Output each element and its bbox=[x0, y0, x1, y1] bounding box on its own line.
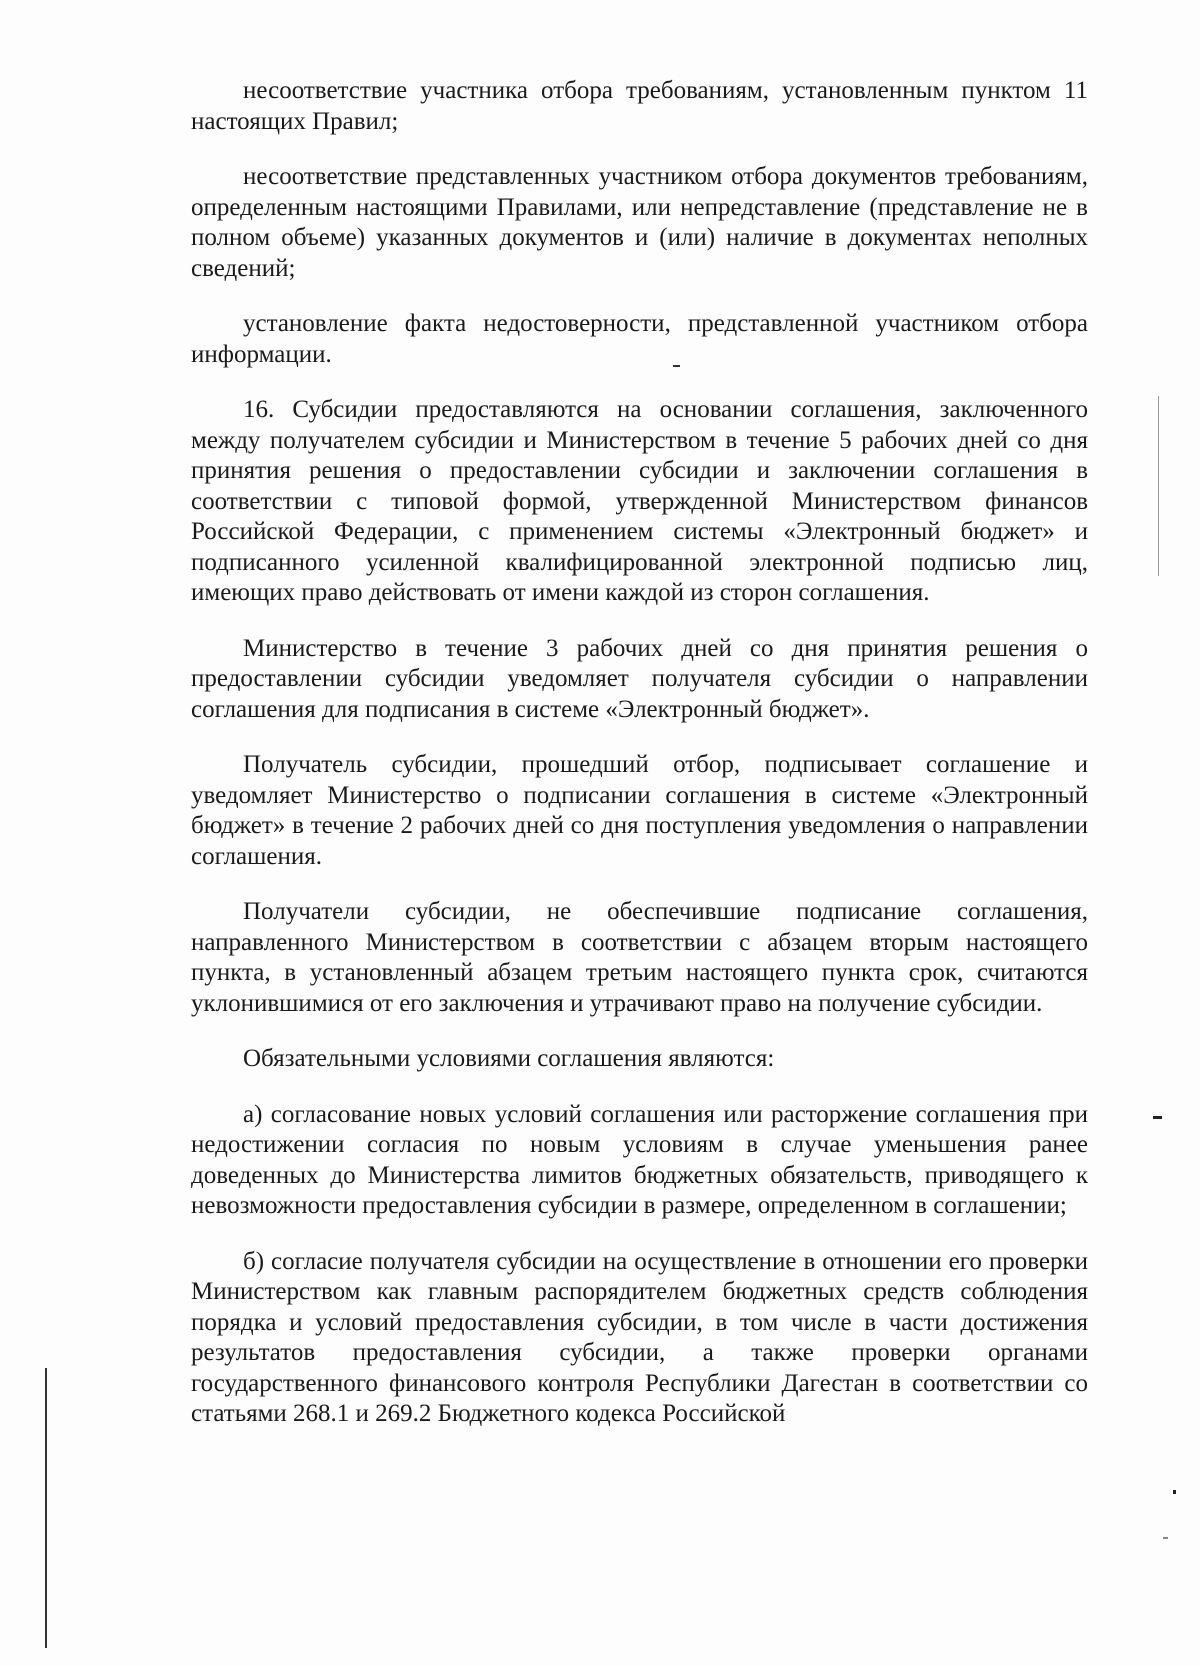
scan-artifact-right-line bbox=[1158, 396, 1159, 576]
paragraph-5: Министерство в течение 3 рабочих дней со дня принятия решения о предоставлении субсидии уведомляет получателя субсидии о направлении соглашения для подписания в системе «Электронный бюджет». bbox=[191, 634, 1088, 723]
paragraph-10: б) согласие получателя субсидии на осуществление в отношении его проверки Министерством как главным распорядителем бюджетных средств соблюдения порядка и условий предоставления субсидии, в том числе в части достижения результатов предоставления субсидии, а также проверки органами государственного финансового контроля Республики Дагестан в соответствии со статьями 268.1 и 269.2 Бюджетного кодекса Российской bbox=[191, 1247, 1088, 1427]
paragraph-6: Получатель субсидии, прошедший отбор, подписывает соглашение и уведомляет Министерство о подписании соглашения в системе «Электронный бюджет» в течение 2 рабочих дней со дня поступления уведомления о направлении соглашения. bbox=[191, 751, 1088, 870]
scan-artifact-dot bbox=[1173, 1490, 1176, 1494]
scan-artifact-dash bbox=[1153, 1116, 1162, 1119]
paragraph-1: несоответствие участника отбора требованиям, установленным пунктом 11 настоящих Правил; bbox=[191, 77, 1088, 135]
scan-artifact-dot bbox=[1163, 1537, 1168, 1539]
scan-artifact-left-line bbox=[45, 1368, 47, 1648]
paragraph-2: несоответствие представленных участником отбора документов требованиям, определенным настоящими Правилами, или непредставление (представление не в полном объеме) указанных документов и (или) наличие в документах неполных сведений; bbox=[191, 163, 1088, 282]
paragraph-9: а) согласование новых условий соглашения или расторжение соглашения при недостижении согласия по новым условиям в случае уменьшения ранее доведенных до Министерства лимитов бюджетных обязательств, приводящего к невозможности предоставления субсидии в размере, определенном в соглашении; bbox=[191, 1100, 1088, 1219]
paragraph-8: Обязательными условиями соглашения являются: bbox=[243, 1045, 775, 1072]
scan-artifact-dot bbox=[673, 365, 680, 367]
paragraph-4: 16. Субсидии предоставляются на основании соглашения, заключенного между получателем субсидии и Министерством в течение 5 рабочих дней со дня принятия решения о предоставлении субсидии и заключении соглашения в соответствии с типовой формой, утвержденной Министерством финансов Российской Федерации, с применением системы «Электронный бюджет» и подписанного усиленной квалифицированной электронной подписью лиц, имеющих право действовать от имени каждой из сторон соглашения. bbox=[191, 396, 1088, 606]
document-body bbox=[191, 76, 1088, 1455]
paragraph-7: Получатели субсидии, не обеспечившие подписание соглашения, направленного Министерством в соответствии с абзацем вторым настоящего пункта, в установленный абзацем третьим настоящего пункта срок, считаются уклонившимися от его заключения и утрачивают право на получение субсидии. bbox=[191, 898, 1088, 1017]
paragraph-3: установление факта недостоверности, представленной участником отбора информации. bbox=[191, 310, 1088, 368]
